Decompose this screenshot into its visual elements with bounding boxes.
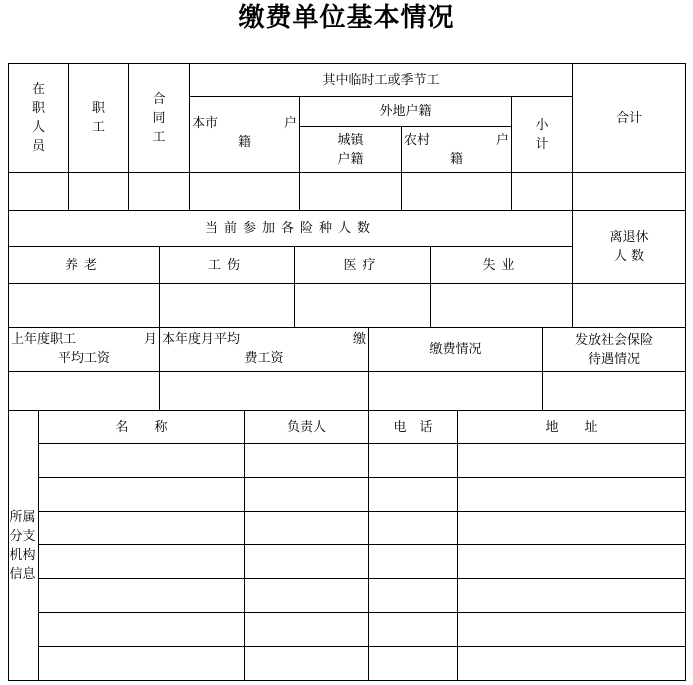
branch-row-4-phone[interactable] — [368, 544, 458, 579]
chengzhen-text-1: 城镇 — [337, 132, 364, 148]
cell-waidi-label — [299, 96, 512, 127]
input-gongshang[interactable] — [159, 283, 295, 328]
cell-benefit-label — [542, 327, 686, 372]
benefit-text-1: 发放社会保险 — [574, 332, 653, 348]
lituixiu-text-1: 离退休 — [609, 230, 649, 245]
cell-xiaoji-label — [511, 96, 573, 173]
yiliao-text: 医疗 — [343, 257, 382, 273]
zaizhi-text: 在职人员 — [31, 82, 45, 154]
branch-row-1-name[interactable] — [38, 443, 245, 478]
branch-row-2-phone[interactable] — [368, 477, 458, 512]
branch-row-5-phone[interactable] — [368, 578, 458, 613]
lituixiu-text-2: 人 数 — [613, 249, 645, 264]
branch-row-4-name[interactable] — [38, 544, 245, 579]
input-this-year-wage[interactable] — [159, 371, 369, 411]
cell-yanglao-label — [8, 246, 160, 284]
shiye-text: 失业 — [482, 257, 521, 273]
this-year-text-2: 费工资 — [244, 351, 284, 366]
col-header-phone — [368, 410, 458, 444]
branch-row-2-person[interactable] — [244, 477, 369, 512]
cell-benshi-label — [189, 96, 300, 173]
branch-row-6-address[interactable] — [457, 612, 686, 647]
input-last-year-wage[interactable] — [8, 371, 160, 411]
branch-row-6-phone[interactable] — [368, 612, 458, 647]
input-yiliao[interactable] — [294, 283, 431, 328]
cell-nongcun-label — [401, 126, 512, 173]
cell-gongshang-label — [159, 246, 295, 284]
cell-last-year-wage-label — [8, 327, 160, 372]
cell-insurance-header — [8, 210, 573, 247]
input-benshi[interactable] — [189, 172, 300, 211]
branch-row-7-address[interactable] — [457, 646, 686, 681]
branch-row-2-address[interactable] — [457, 477, 686, 512]
last-year-yue-text: 月 — [143, 332, 157, 347]
branch-row-3-address[interactable] — [457, 511, 686, 545]
cell-shiye-label — [430, 246, 573, 284]
input-hetonggong[interactable] — [128, 172, 190, 211]
this-year-jiao-text: 缴 — [352, 332, 366, 347]
cell-linshi-header — [189, 63, 573, 97]
branch-side-text: 所属分支机构信息 — [9, 509, 36, 582]
input-payment[interactable] — [368, 371, 543, 411]
page-title: 缴费单位基本情况 — [238, 3, 455, 33]
branch-row-7-person[interactable] — [244, 646, 369, 681]
xiaoji-text: 小计 — [535, 117, 549, 152]
branch-row-1-person[interactable] — [244, 443, 369, 478]
branch-row-1-phone[interactable] — [368, 443, 458, 478]
col-header-address — [457, 410, 686, 444]
branch-row-3-person[interactable] — [244, 511, 369, 545]
input-chengzhen[interactable] — [299, 172, 402, 211]
last-year-text-1: 上年度职工 — [11, 332, 77, 347]
cell-hetonggong-label — [128, 63, 190, 173]
input-zaizhi[interactable] — [8, 172, 69, 211]
input-yanglao[interactable] — [8, 283, 160, 328]
branch-row-1-address[interactable] — [457, 443, 686, 478]
branch-row-4-address[interactable] — [457, 544, 686, 579]
insurance-header-text: 当前参加各险种人数 — [204, 221, 376, 236]
zhigong-text: 职工 — [91, 101, 105, 135]
cell-lituixiu-label — [572, 210, 686, 284]
col-person-text: 负责人 — [286, 419, 326, 435]
col-name-text: 名 称 — [115, 419, 168, 435]
waidi-text: 外地户籍 — [379, 104, 432, 119]
benshi-ji-text: 籍 — [237, 135, 251, 150]
payment-text: 缴费情况 — [429, 342, 482, 357]
last-year-text-2: 平均工资 — [57, 351, 110, 366]
nongcun-hu-text: 户 — [495, 133, 509, 148]
gongshang-text: 工伤 — [207, 257, 246, 273]
yanglao-text: 养老 — [64, 257, 103, 273]
branch-row-5-address[interactable] — [457, 578, 686, 613]
branch-row-5-person[interactable] — [244, 578, 369, 613]
cell-branch-side-label — [8, 410, 39, 681]
branch-row-7-phone[interactable] — [368, 646, 458, 681]
cell-chengzhen-label — [299, 126, 402, 173]
input-xiaoji[interactable] — [511, 172, 573, 211]
cell-heji-label — [572, 63, 686, 173]
cell-yiliao-label — [294, 246, 431, 284]
col-phone-text: 电 话 — [393, 419, 433, 435]
hetonggong-text: 合同工 — [152, 91, 166, 145]
col-header-person — [244, 410, 369, 444]
chengzhen-text-2: 户籍 — [337, 151, 364, 167]
branch-row-3-name[interactable] — [38, 511, 245, 545]
col-address-text: 地 址 — [545, 419, 598, 435]
input-heji[interactable] — [572, 172, 686, 211]
linshi-header-text: 其中临时工或季节工 — [322, 72, 440, 88]
benefit-text-2: 待遇情况 — [587, 351, 640, 367]
cell-payment-label — [368, 327, 543, 372]
cell-zhigong-label — [68, 63, 129, 173]
input-shiye[interactable] — [430, 283, 573, 328]
benshi-hu-text: 户 — [283, 116, 297, 131]
col-header-name — [38, 410, 245, 444]
branch-row-6-name[interactable] — [38, 612, 245, 647]
this-year-text-1: 本年度月平均 — [162, 332, 241, 347]
heji-text: 合计 — [615, 110, 642, 126]
branch-row-5-name[interactable] — [38, 578, 245, 613]
branch-row-3-phone[interactable] — [368, 511, 458, 545]
branch-row-7-name[interactable] — [38, 646, 245, 681]
branch-row-4-person[interactable] — [244, 544, 369, 579]
cell-this-year-wage-label — [159, 327, 369, 372]
input-benefit[interactable] — [542, 371, 686, 411]
cell-zaizhi-label — [8, 63, 69, 173]
input-nongcun[interactable] — [401, 172, 512, 211]
branch-row-6-person[interactable] — [244, 612, 369, 647]
input-lituixiu[interactable] — [572, 283, 686, 328]
nongcun-ji-text: 籍 — [449, 152, 463, 167]
nongcun-text: 农村 — [404, 133, 431, 148]
benshi-text: 本市 — [192, 116, 219, 131]
branch-row-2-name[interactable] — [38, 477, 245, 512]
input-zhigong[interactable] — [68, 172, 129, 211]
